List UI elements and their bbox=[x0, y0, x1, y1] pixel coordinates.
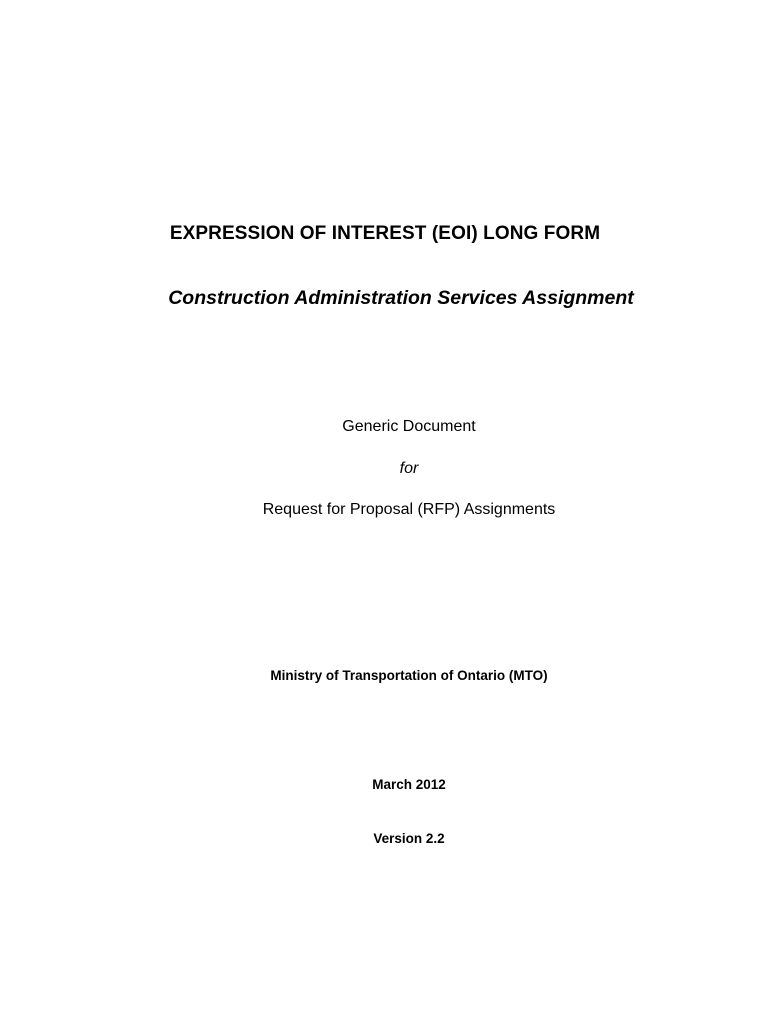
document-date: March 2012 bbox=[372, 777, 446, 792]
document-subtitle: Construction Administration Services Assignment bbox=[168, 287, 634, 309]
rfp-assignments-line: Request for Proposal (RFP) Assignments bbox=[262, 501, 556, 518]
generic-document-line: Generic Document bbox=[342, 418, 476, 435]
document-title: EXPRESSION OF INTEREST (EOI) LONG FORM bbox=[169, 223, 601, 244]
for-line: for bbox=[399, 460, 419, 477]
ministry-name: Ministry of Transportation of Ontario (MTO) bbox=[270, 668, 548, 683]
document-version: Version 2.2 bbox=[373, 831, 445, 846]
